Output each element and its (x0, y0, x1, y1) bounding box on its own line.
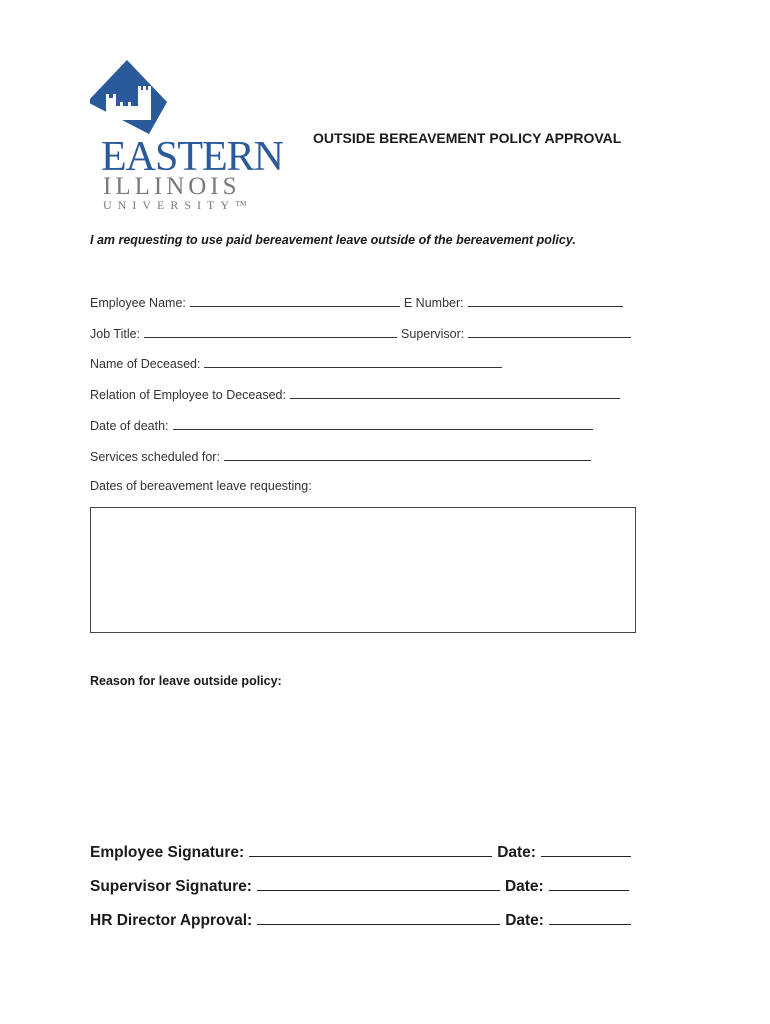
supervisor-label: Supervisor: (401, 327, 465, 341)
dates-requesting-row (90, 479, 312, 493)
dates-requesting-label: Dates of bereavement leave requesting: (90, 479, 312, 493)
job-title-field[interactable] (144, 325, 397, 338)
employee-date-field[interactable] (541, 842, 631, 857)
name-of-deceased-field[interactable] (204, 355, 502, 368)
e-number-field[interactable] (468, 294, 623, 307)
employee-name-label: Employee Name: (90, 296, 186, 310)
name-of-deceased-row (90, 355, 502, 371)
supervisor-signature-label: Supervisor Signature: (90, 878, 252, 895)
relation-label: Relation of Employee to Deceased: (90, 388, 286, 402)
job-title-row (90, 325, 631, 341)
hr-approval-label: HR Director Approval: (90, 912, 253, 929)
hr-date-label: Date: (505, 912, 544, 929)
intro-statement: I am requesting to use paid bereavement leave outside of the bereavement policy. (90, 233, 576, 247)
date-of-death-row (90, 417, 593, 433)
logo-text-university: UNIVERSITY™ (103, 198, 253, 212)
hr-approval-field[interactable] (257, 910, 500, 925)
reason-label: Reason for leave outside policy: (90, 674, 282, 688)
logo-text-illinois: ILLINOIS (103, 173, 241, 200)
services-field[interactable] (224, 448, 591, 461)
employee-signature-row (90, 842, 631, 862)
services-row (90, 448, 591, 464)
date-of-death-label: Date of death: (90, 419, 169, 433)
form-title: OUTSIDE BEREAVEMENT POLICY APPROVAL (313, 130, 622, 146)
employee-date-label: Date: (497, 844, 536, 861)
supervisor-signature-field[interactable] (257, 876, 500, 891)
supervisor-date-field[interactable] (549, 876, 629, 891)
supervisor-signature-row (90, 876, 629, 896)
hr-date-field[interactable] (549, 910, 631, 925)
supervisor-field[interactable] (468, 325, 631, 338)
dates-requesting-box[interactable] (90, 507, 636, 633)
employee-name-row (90, 294, 623, 310)
employee-signature-label: Employee Signature: (90, 844, 245, 861)
date-of-death-field[interactable] (173, 417, 593, 430)
employee-name-field[interactable] (190, 294, 400, 307)
supervisor-date-label: Date: (504, 878, 544, 895)
relation-row (90, 386, 620, 402)
logo-diamond (90, 60, 167, 134)
employee-signature-field[interactable] (249, 842, 492, 857)
logo-text-eastern: EASTERN (101, 134, 283, 180)
name-of-deceased-label: Name of Deceased: (90, 357, 201, 371)
e-number-label: E Number: (403, 296, 464, 310)
services-label: Services scheduled for: (90, 450, 220, 464)
job-title-label: Job Title: (90, 327, 141, 341)
hr-approval-row (90, 910, 631, 930)
relation-field[interactable] (290, 386, 620, 399)
